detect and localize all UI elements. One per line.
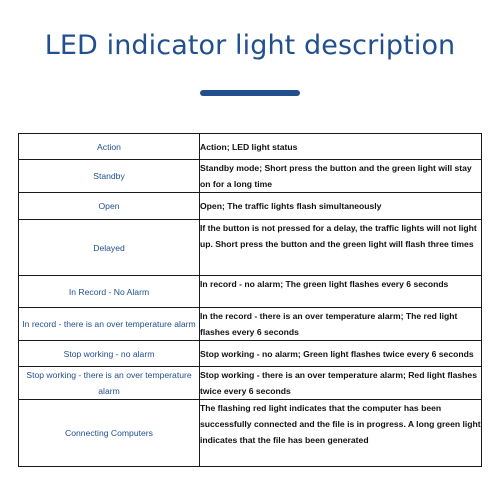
table-row [19,276,482,308]
row-status-cell: If the button is not pressed for a delay, the traffic lights will not light up. Short press the button and the green light will flash three times [200,220,482,276]
row-action-cell: Connecting Computers [19,400,200,467]
row-status-cell: The flashing red light indicates that the computer has been successfully connected and the file is in progress. A long green light indicates that the file has been generated [200,400,482,467]
row-action-cell: In record - there is an over temperature alarm [19,308,200,341]
table-row [19,308,482,341]
row-action-cell: Stop working - there is an over temperature alarm [19,367,200,400]
row-status-cell: Stop working - no alarm; Green light flashes twice every 6 seconds [200,341,482,367]
table-row [19,160,482,193]
row-status-cell: Standby mode; Short press the button and the green light will stay on for a long time [200,160,482,193]
row-action-cell: Standby [19,160,200,193]
table-header-row [19,134,482,160]
row-status-cell: In record - no alarm; The green light flashes every 6 seconds [200,276,482,308]
row-action-cell: Stop working - no alarm [19,341,200,367]
row-status-cell: Open; The traffic lights flash simultaneously [200,193,482,220]
row-action-cell: Delayed [19,220,200,276]
table-row [19,193,482,220]
row-action-cell: In Record - No Alarm [19,276,200,308]
page-title: LED indicator light description [44,30,456,61]
header-status-cell: Action; LED light status [200,134,482,160]
table-row [19,400,482,467]
row-action-cell: Open [19,193,200,220]
table-row [19,220,482,276]
row-status-cell: Stop working - there is an over temperature alarm; Red light flashes twice every 6 seconds [200,367,482,400]
table-row [19,341,482,367]
title-underline [200,90,300,96]
row-status-cell: In the record - there is an over temperature alarm; The red light flashes every 6 seconds [200,308,482,341]
header-action-cell: Action [19,134,200,160]
led-status-table [18,133,482,467]
table-row [19,367,482,400]
